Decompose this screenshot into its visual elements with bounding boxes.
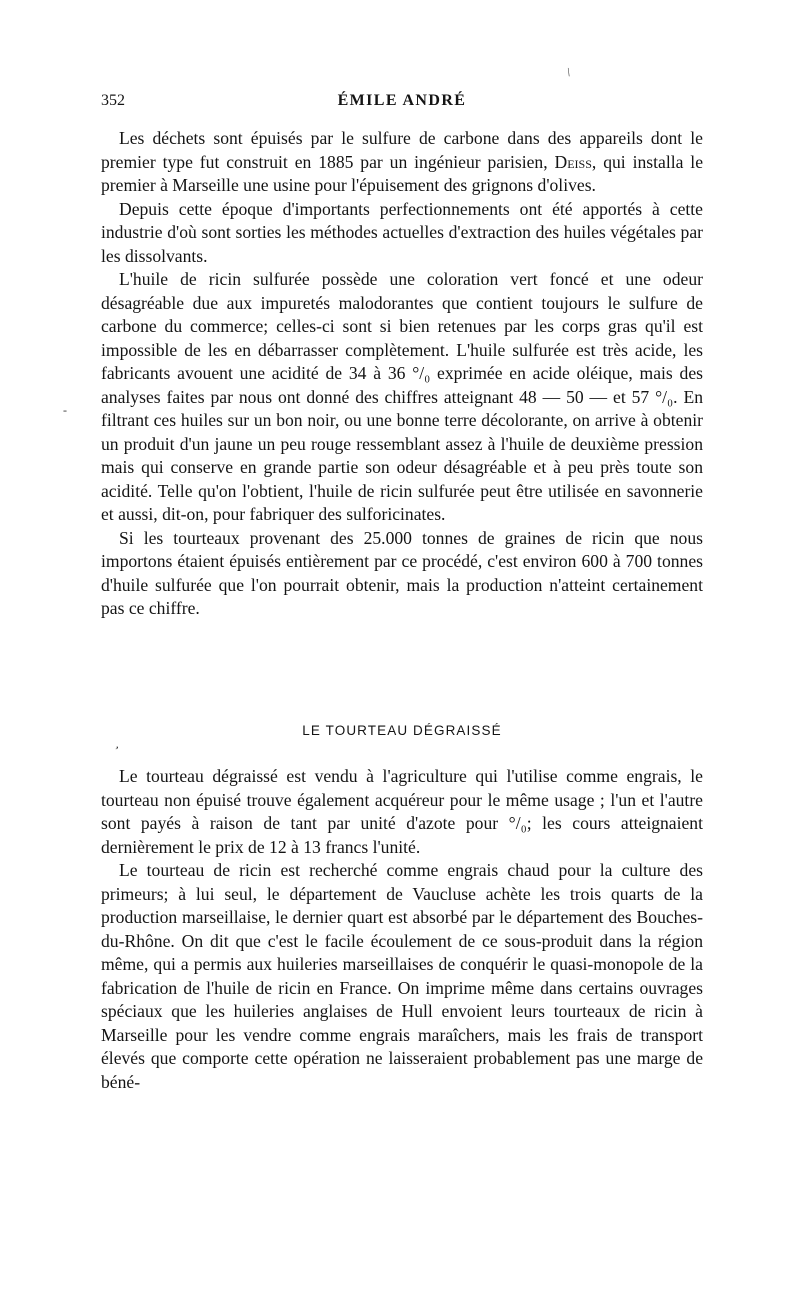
paragraph-text: Les déchets sont épuisés par le sulfure de carbone dans des appareils dont le premier type fut construit en 1885 par un ingénieur parisien,	[101, 128, 703, 172]
paragraph-text: , qui installa le premier à Marseille une usine pour l'épuisement des grignons d'olives.	[101, 151, 704, 195]
paragraph	[101, 127, 703, 198]
page-header	[101, 92, 703, 116]
person-name: Deiss	[554, 151, 592, 172]
paragraph: Le tourteau de ricin est recherché comme engrais chaud pour la culture des primeurs; à lui seul, le département de Vaucluse achète les trois quarts de la production marseillaise, le dernier quart est absorbé par le département des Bouches-du-Rhône. On dit que c'est le facile écoulement de ce sous-produit dans la région même, qui a permis aux huileries marseillaises de conquérir le quasi-monopole de la fabrication de l'huile de ricin en France. On imprime même dans certains ouvrages spéciaux que les huileries anglaises de Hull envoient leurs tourteaux de ricin à Marseille pour les vendre comme engrais maraîchers, mais les frais de transport élevés que comporte cette opération ne laisseraient probablement pas une marge de béné-	[101, 860, 703, 1092]
stray-mark-top: \	[565, 64, 572, 80]
paragraph: L'huile de ricin sulfurée possède une coloration vert foncé et une odeur désagréable due aux impuretés malodorantes que contient toujours le sulfure de carbone du commerce; celles-ci sont si bien retenues par les corps gras qu'il est impossible de les en débarrasser complètement. L'huile sulfurée est très acide, les fabricants avouent une acidité de 34 à 36 °/₀ exprimée en acide oléique, mais des analyses faites par nous ont donné des chiffres atteignant 48 — 50 — et 57 °/₀. En filtrant ces huiles sur un bon noir, ou une bonne terre décolorante, on arrive à obtenir un produit d'un jaune un peu rouge ressemblant assez à l'huile de deuxième pression mais qui conserve en grande partie son odeur désagréable et à peu près toute son acidité. Telle qu'on l'obtient, l'huile de ricin sulfurée peut être utilisée en savonnerie et aussi, dit-on, pour fabriquer des sulforicinates.	[101, 269, 703, 524]
text-block-two	[101, 765, 703, 1094]
running-head: ÉMILE ANDRÉ	[337, 92, 467, 109]
stray-mark-heading: ,	[114, 736, 123, 752]
paragraph: Depuis cette époque d'importants perfectionnements ont été apportés à cette industrie d'où sont sorties les méthodes actuelles d'extraction des huiles végétales par les dissolvants.	[101, 198, 703, 266]
paragraph: Le tourteau dégraissé est vendu à l'agriculture qui l'utilise comme engrais, le tourteau non épuisé trouve également acquéreur pour le même usage ; l'un et l'autre sont payés à raison de tant par unité d'azote pour °/₀; les cours atteignaient dernièrement le prix de 12 à 13 francs l'unité.	[101, 766, 703, 857]
paragraph: Si les tourteaux provenant des 25.000 tonnes de graines de ricin que nous importons étaient épuisés entièrement par ce procédé, c'est environ 600 à 700 tonnes d'huile sulfurée que l'on pourrait obtenir, mais la production n'atteint certainement pas ce chiffre.	[101, 527, 703, 618]
section-heading: LE TOURTEAU DÉGRAISSÉ	[302, 723, 502, 738]
text-block-one	[101, 127, 703, 621]
stray-mark-margin: -	[63, 403, 67, 417]
page-number: 352	[101, 92, 125, 109]
